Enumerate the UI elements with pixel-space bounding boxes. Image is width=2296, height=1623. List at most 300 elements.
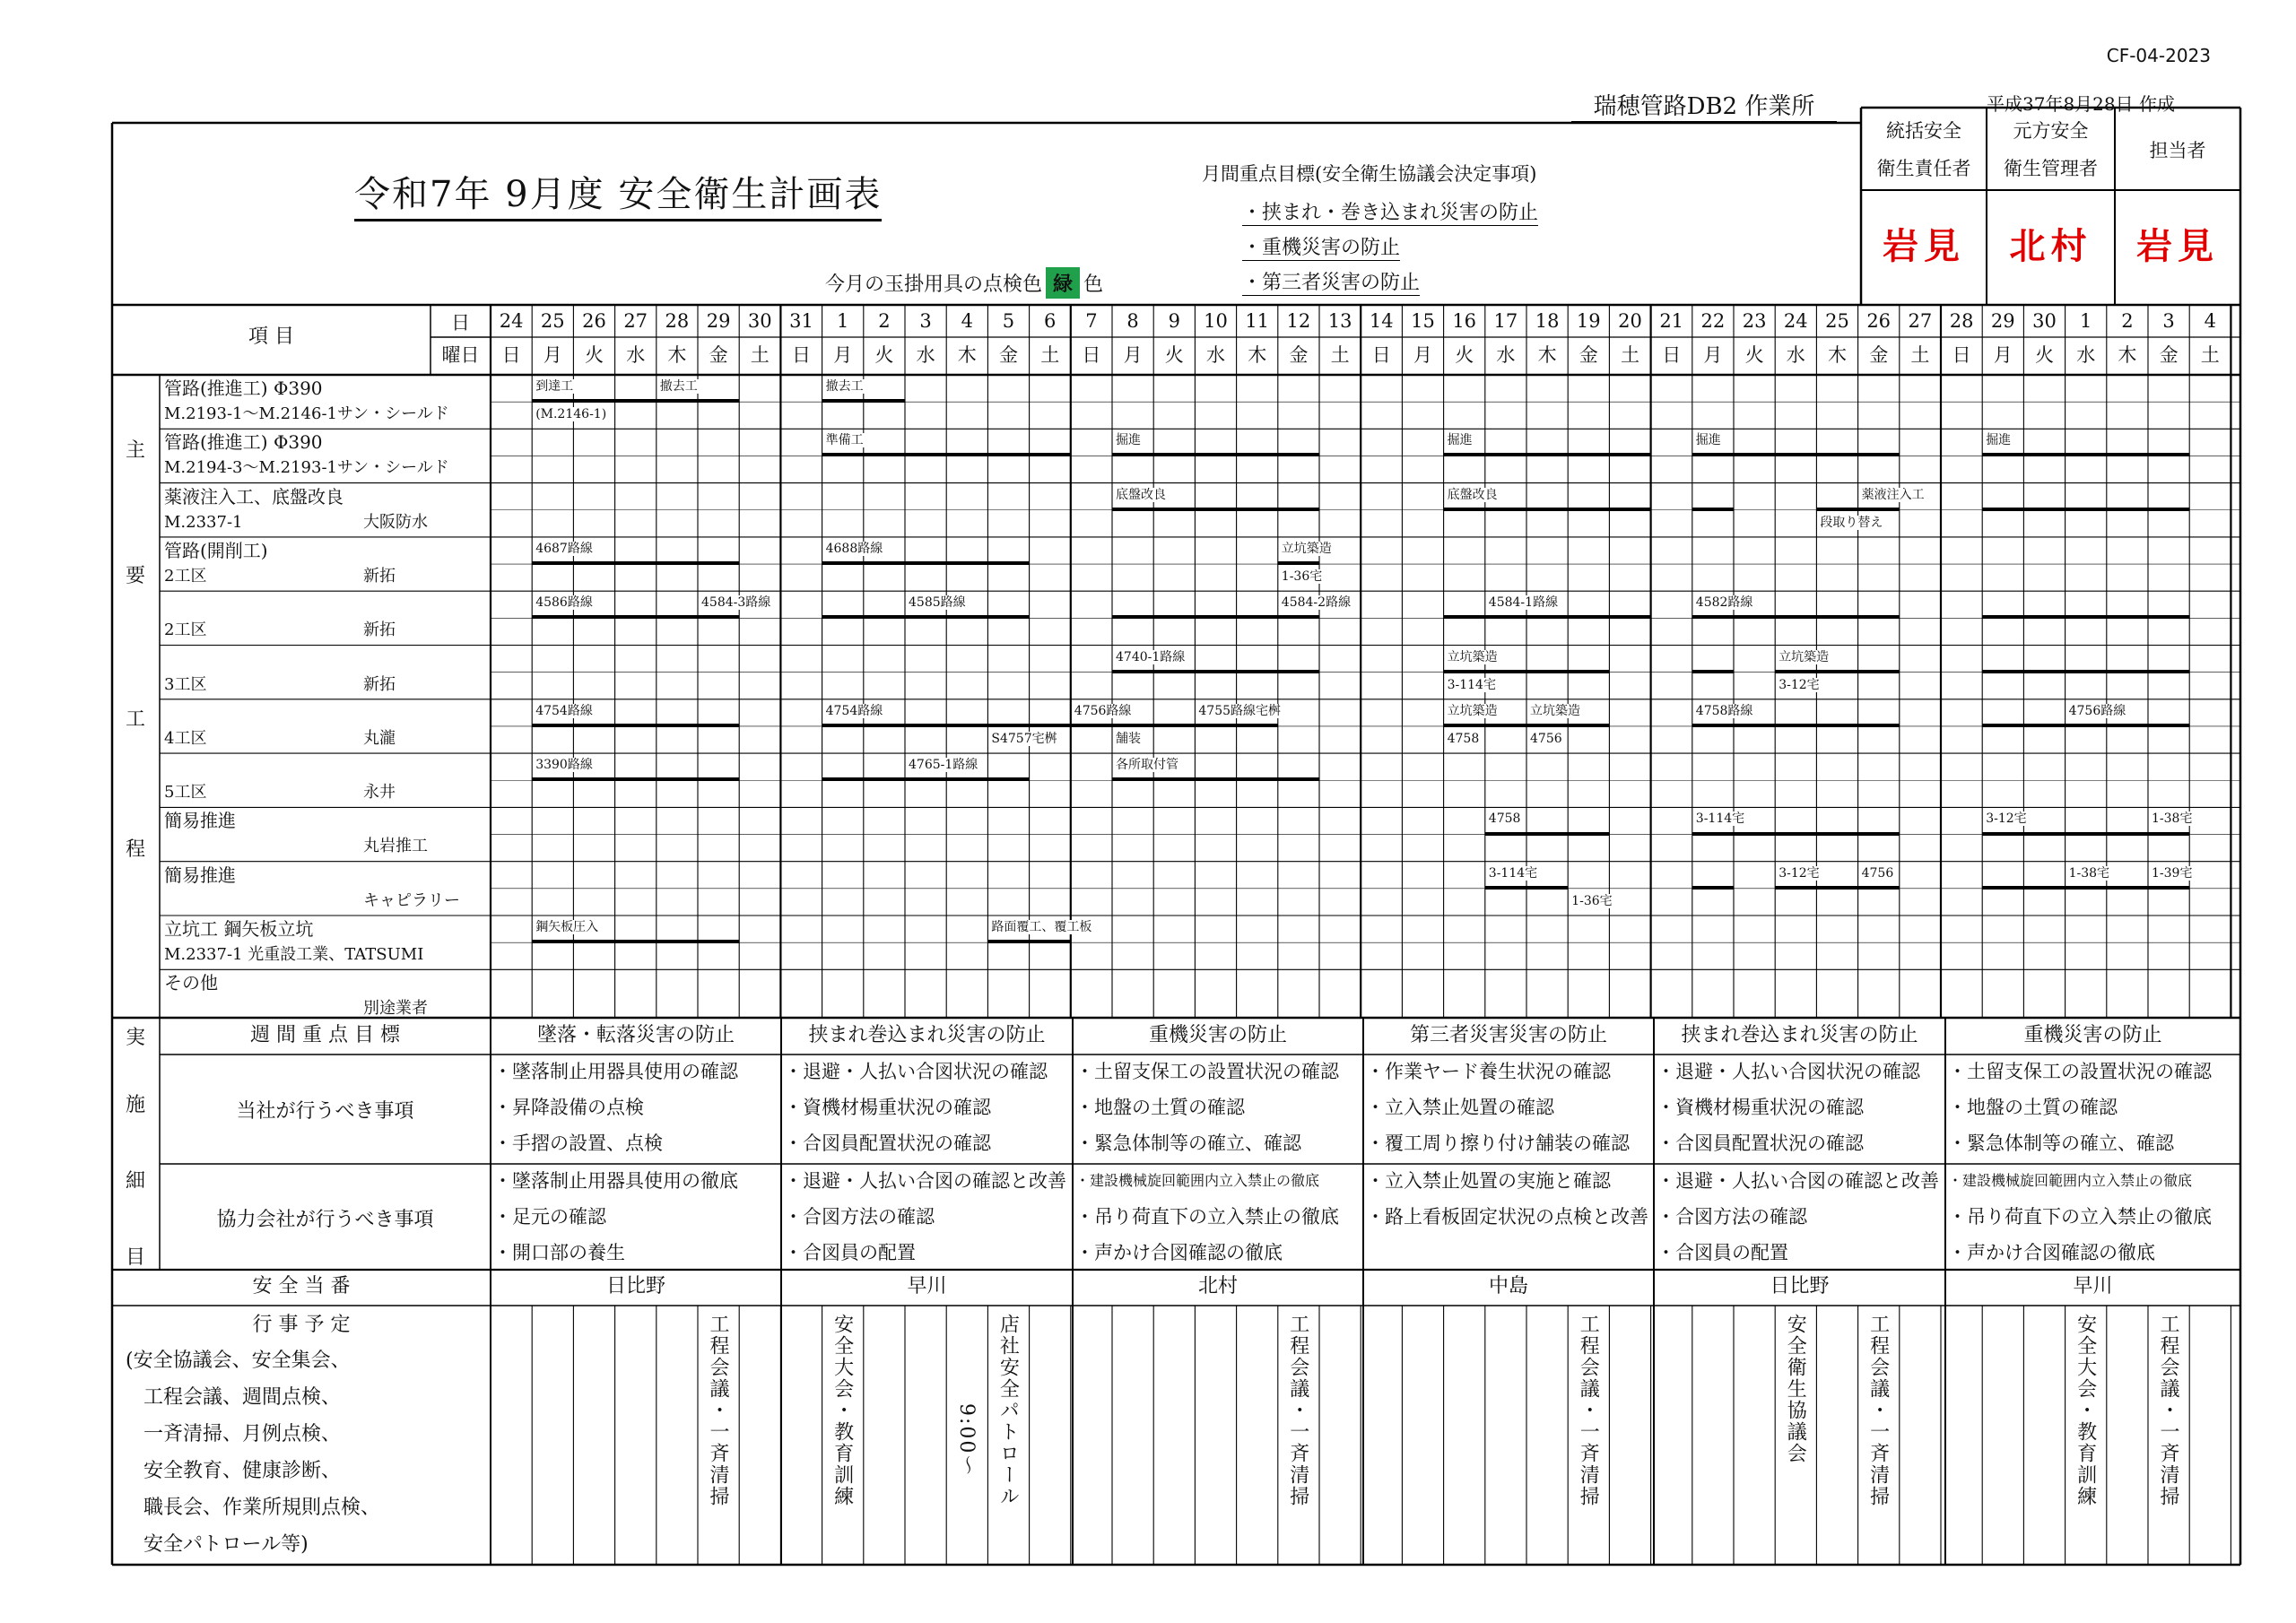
schedule-label: 4756 bbox=[1530, 731, 1562, 746]
schedule-bar bbox=[1982, 670, 2189, 673]
weekday-label: 曜日 bbox=[441, 344, 480, 366]
partner-task-item: ・合図員の配置 bbox=[784, 1242, 916, 1263]
task-name: その他 bbox=[164, 972, 218, 994]
schedule-label: 底盤改良 bbox=[1447, 487, 1498, 502]
day-number: 3 bbox=[919, 310, 932, 332]
page-title: 令和7年 9月度 安全衛生計画表 bbox=[354, 166, 882, 221]
schedule-label: 1-38宅 bbox=[2152, 812, 2193, 827]
events-legend-line: 一斉清掃、月例点検、 bbox=[144, 1423, 342, 1445]
day-number: 13 bbox=[1327, 310, 1352, 332]
events-legend-line: 安全教育、健康診断、 bbox=[144, 1460, 342, 1482]
schedule-bar bbox=[532, 777, 739, 781]
side-label-detail: 目 bbox=[126, 1246, 146, 1269]
schedule-label: 4755路線宅桝 bbox=[1198, 703, 1282, 718]
schedule-bar bbox=[822, 724, 1071, 727]
schedule-bar bbox=[532, 399, 657, 403]
weekday: 土 bbox=[750, 344, 770, 366]
task-name: 管路(推進工) Φ390 bbox=[164, 431, 323, 454]
schedule-label: 到達工 bbox=[535, 379, 574, 394]
day-number: 9 bbox=[1168, 310, 1180, 332]
task-contractor: 新拓 bbox=[363, 566, 396, 586]
week-goal: 挟まれ巻込まれ災害の防止 bbox=[808, 1024, 1046, 1046]
day-number: 2 bbox=[2121, 310, 2134, 332]
event-entry: 9:00〜 bbox=[955, 1403, 978, 1477]
weekday: 日 bbox=[1662, 344, 1682, 366]
day-number: 30 bbox=[747, 310, 772, 332]
day-number: 6 bbox=[1044, 310, 1057, 332]
schedule-label: 3-114宅 bbox=[1695, 812, 1745, 827]
weekday: 木 bbox=[1537, 344, 1557, 366]
day-number: 12 bbox=[1286, 310, 1311, 332]
weekday: 火 bbox=[874, 344, 894, 366]
event-entry: 店社安全パトロール bbox=[996, 1314, 1020, 1507]
side-label-detail: 実 bbox=[126, 1027, 146, 1049]
schedule-label: 4586路線 bbox=[535, 595, 593, 611]
week-goal-label: 週 間 重 点 目 標 bbox=[250, 1024, 400, 1046]
schedule-bar bbox=[532, 940, 739, 943]
day-number: 2 bbox=[878, 310, 891, 332]
side-label-main: 程 bbox=[126, 838, 146, 861]
self-task-item: ・合図員配置状況の確認 bbox=[1657, 1133, 1864, 1154]
schedule-label: 立坑築造 bbox=[1530, 703, 1580, 718]
approval-role-line1: 担当者 bbox=[2149, 140, 2206, 161]
schedule-bar bbox=[1692, 670, 1734, 673]
weekday: 土 bbox=[1620, 344, 1639, 366]
self-task-item: ・手摺の設置、点検 bbox=[493, 1133, 663, 1154]
partner-task-item: ・立入禁止処置の実施と確認 bbox=[1366, 1170, 1611, 1192]
weekday: 火 bbox=[1744, 344, 1764, 366]
schedule-bar bbox=[1444, 453, 1651, 456]
inspection-suffix: 色 bbox=[1083, 273, 1104, 296]
schedule-bar bbox=[657, 399, 739, 403]
schedule-label: 立坑築造 bbox=[1447, 649, 1498, 664]
site-name: 瑞穂管路DB2 作業所 bbox=[1571, 88, 1837, 123]
monthly-goal-heading: 月間重点目標(安全衛生協議会決定事項) bbox=[1202, 163, 1537, 185]
partner-task-item: ・合図員の配置 bbox=[1657, 1242, 1788, 1263]
schedule-bar bbox=[1692, 453, 1900, 456]
schedule-label: 4582路線 bbox=[1695, 595, 1753, 611]
day-number: 28 bbox=[665, 310, 690, 332]
schedule-label: S4757宅桝 bbox=[991, 731, 1057, 746]
self-task-item: ・緊急体制等の確立、確認 bbox=[1948, 1133, 2174, 1154]
week-goal: 重機災害の防止 bbox=[1148, 1024, 1287, 1046]
duty-person: 日比野 bbox=[605, 1275, 665, 1298]
side-label-detail: 細 bbox=[126, 1170, 146, 1193]
schedule-bar bbox=[1444, 670, 1610, 673]
day-number: 26 bbox=[1866, 310, 1892, 332]
schedule-label: 掘進 bbox=[1116, 433, 1141, 448]
weekday: 月 bbox=[833, 344, 853, 366]
events-label: 行 事 予 定 bbox=[252, 1314, 351, 1336]
event-entry: 工程会議・一斉清掃 bbox=[1286, 1314, 1309, 1507]
partner-task-item: ・墜落制止用器具使用の徹底 bbox=[493, 1170, 738, 1192]
schedule-label: 鋼矢板圧入 bbox=[535, 920, 599, 934]
partner-task-item: ・足元の確認 bbox=[493, 1206, 606, 1228]
weekday: 木 bbox=[957, 344, 977, 366]
schedule-label: 3-12宅 bbox=[1986, 812, 2027, 827]
schedule-label: 4740-1路線 bbox=[1116, 649, 1186, 664]
side-label-main: 要 bbox=[126, 565, 146, 587]
day-number: 1 bbox=[2080, 310, 2092, 332]
approval-signature: 岩見 bbox=[1883, 225, 1965, 267]
schedule-bar bbox=[822, 615, 1030, 619]
schedule-label: 立坑築造 bbox=[1779, 649, 1830, 664]
task-detail: 2工区 bbox=[164, 566, 207, 586]
self-task-item: ・立入禁止処置の確認 bbox=[1366, 1097, 1554, 1118]
weekday: 火 bbox=[2034, 344, 2054, 366]
day-number: 26 bbox=[582, 310, 606, 332]
schedule-label: 段取り替え bbox=[1820, 515, 1883, 530]
schedule-label: (M.2146-1) bbox=[535, 407, 607, 422]
schedule-label: 掘進 bbox=[1986, 433, 2012, 448]
approval-role-line1: 元方安全 bbox=[2013, 120, 2089, 142]
day-number: 16 bbox=[1452, 310, 1477, 332]
day-number: 3 bbox=[2162, 310, 2175, 332]
schedule-label: 準備工 bbox=[825, 433, 864, 448]
document-code: CF-04-2023 bbox=[2106, 45, 2211, 66]
schedule-bar bbox=[1692, 886, 1734, 890]
schedule-bar bbox=[1071, 724, 1278, 727]
self-task-item: ・退避・人払い合図状況の確認 bbox=[1657, 1061, 1920, 1082]
created-date: 平成37年8月28日 作成 bbox=[1987, 93, 2175, 115]
events-legend-line: 工程会議、週間点検、 bbox=[144, 1386, 342, 1409]
week-goal: 墜落・転落災害の防止 bbox=[536, 1024, 735, 1046]
self-task-item: ・緊急体制等の確立、確認 bbox=[1075, 1133, 1301, 1154]
weekday: 火 bbox=[1455, 344, 1474, 366]
weekday: 月 bbox=[1413, 344, 1432, 366]
schedule-bar bbox=[1816, 508, 1899, 511]
event-entry: 安全衛生協議会 bbox=[1784, 1314, 1807, 1464]
partner-task-item: ・声かけ合図確認の徹底 bbox=[1948, 1242, 2155, 1263]
task-contractor: 丸岩推工 bbox=[363, 837, 428, 856]
approval-role-line2: 衛生管理者 bbox=[2004, 158, 2098, 179]
schedule-bar bbox=[1982, 886, 2189, 890]
task-detail: M.2194-3～M.2193-1サン・シールド bbox=[164, 458, 449, 478]
day-number: 20 bbox=[1618, 310, 1642, 332]
day-number: 21 bbox=[1659, 310, 1684, 332]
task-detail: 2工区 bbox=[164, 621, 207, 640]
event-entry: 工程会議・一斉清掃 bbox=[707, 1314, 729, 1507]
self-label: 当社が行うべき事項 bbox=[236, 1100, 414, 1123]
schedule-bar bbox=[822, 453, 1071, 456]
weekday: 木 bbox=[1248, 344, 1267, 366]
schedule-label: 4584-2路線 bbox=[1281, 595, 1352, 611]
schedule-bar bbox=[1112, 777, 1319, 781]
task-detail: 4工区 bbox=[164, 728, 207, 748]
schedule-label: 4758 bbox=[1447, 731, 1480, 746]
weekday: 水 bbox=[2076, 344, 2096, 366]
day-number: 24 bbox=[1783, 310, 1808, 332]
event-entry: 工程会議・一斉清掃 bbox=[1577, 1314, 1600, 1507]
day-number: 1 bbox=[837, 310, 849, 332]
schedule-label: 4687路線 bbox=[535, 541, 593, 556]
day-number: 8 bbox=[1126, 310, 1139, 332]
partner-task-item: ・吊り荷直下の立入禁止の徹底 bbox=[1948, 1206, 2212, 1228]
schedule-label: 舗装 bbox=[1116, 731, 1141, 746]
weekday: 月 bbox=[1123, 344, 1143, 366]
partner-task-item: ・開口部の養生 bbox=[493, 1242, 625, 1263]
self-task-item: ・作業ヤード養生状況の確認 bbox=[1366, 1061, 1611, 1082]
schedule-label: 4756路線 bbox=[2068, 703, 2126, 718]
schedule-label: 3390路線 bbox=[535, 758, 593, 773]
schedule-label: 3-114宅 bbox=[1447, 677, 1496, 692]
weekday: 水 bbox=[1496, 344, 1516, 366]
schedule-bar bbox=[532, 615, 739, 619]
self-task-item: ・昇降設備の点検 bbox=[493, 1097, 644, 1118]
weekday: 土 bbox=[1330, 344, 1350, 366]
schedule-label: 3-114宅 bbox=[1488, 865, 1538, 881]
task-contractor: 新拓 bbox=[363, 674, 396, 694]
schedule-bar bbox=[532, 561, 739, 565]
schedule-label: 4765-1路線 bbox=[909, 758, 978, 773]
weekday: 火 bbox=[584, 344, 604, 366]
weekday: 月 bbox=[1993, 344, 2013, 366]
event-entry: 安全大会・教育訓練 bbox=[831, 1314, 854, 1507]
task-name: 立坑工 鋼矢板立坑 bbox=[164, 918, 314, 940]
day-number: 22 bbox=[1700, 310, 1726, 332]
schedule-label: 4756 bbox=[1861, 865, 1894, 881]
schedule-label: 各所取付管 bbox=[1116, 758, 1178, 773]
schedule-label: 4758 bbox=[1488, 812, 1521, 827]
events-legend-line: (安全協議会、安全集会、 bbox=[126, 1350, 351, 1372]
event-entry: 工程会議・一斉清掃 bbox=[2157, 1314, 2179, 1507]
schedule-label: 4688路線 bbox=[825, 541, 883, 556]
schedule-bar bbox=[1485, 832, 1610, 836]
schedule-label: 3-12宅 bbox=[1779, 677, 1820, 692]
schedule-label: 底盤改良 bbox=[1116, 487, 1166, 502]
weekday: 日 bbox=[1371, 344, 1391, 366]
approval-signature: 岩見 bbox=[2136, 225, 2219, 267]
schedule-bar bbox=[1692, 724, 1900, 727]
approval-role-line1: 統括安全 bbox=[1886, 120, 1961, 142]
weekday: 金 bbox=[1289, 344, 1309, 366]
event-entry: 安全大会・教育訓練 bbox=[2074, 1314, 2097, 1507]
schedule-label: 4584-3路線 bbox=[701, 595, 771, 611]
week-goal: 第三者災害災害の防止 bbox=[1409, 1024, 1607, 1046]
day-label: 日 bbox=[451, 312, 470, 334]
day-number: 30 bbox=[2032, 310, 2057, 332]
day-number: 5 bbox=[1002, 310, 1015, 332]
self-task-item: ・地盤の土質の確認 bbox=[1948, 1097, 2118, 1118]
schedule-bar bbox=[1112, 615, 1319, 619]
weekday: 木 bbox=[1827, 344, 1847, 366]
schedule-label: 4584-1路線 bbox=[1488, 595, 1559, 611]
schedule-bar bbox=[1982, 832, 2189, 836]
partner-task-item: ・合図方法の確認 bbox=[1657, 1206, 1807, 1228]
partner-task-item: ・建設機械旋回範囲内立入禁止の徹底 bbox=[1075, 1172, 1320, 1189]
weekday: 木 bbox=[2118, 344, 2137, 366]
schedule-bar bbox=[532, 724, 739, 727]
day-number: 4 bbox=[961, 310, 973, 332]
self-task-item: ・土留支保工の設置状況の確認 bbox=[1948, 1061, 2212, 1082]
task-contractor: キャピラリー bbox=[363, 890, 460, 910]
day-number: 29 bbox=[1990, 310, 2015, 332]
day-number: 29 bbox=[706, 310, 731, 332]
schedule-bar bbox=[1982, 508, 2189, 511]
weekday: 日 bbox=[791, 344, 811, 366]
day-number: 31 bbox=[789, 310, 813, 332]
schedule-label: 1-36宅 bbox=[1571, 893, 1613, 908]
task-detail: 5工区 bbox=[164, 783, 207, 803]
approval-role-line2: 衛生責任者 bbox=[1876, 158, 1971, 179]
inspection-color-line bbox=[825, 267, 1103, 299]
schedule-label: 撤去工 bbox=[825, 379, 864, 394]
task-contractor: 大阪防水 bbox=[363, 512, 428, 532]
task-contractor: 新拓 bbox=[363, 621, 396, 640]
day-number: 24 bbox=[499, 310, 524, 332]
schedule-bar bbox=[1112, 508, 1319, 511]
weekday: 日 bbox=[1952, 344, 1971, 366]
day-number: 23 bbox=[1742, 310, 1767, 332]
schedule-label: 薬液注入工 bbox=[1861, 487, 1925, 502]
schedule-bar bbox=[1775, 886, 1900, 890]
schedule-bar bbox=[1692, 508, 1734, 511]
weekday: 金 bbox=[1578, 344, 1598, 366]
schedule-label: 路面覆工、覆工板 bbox=[991, 920, 1092, 934]
task-name: 管路(推進工) Φ390 bbox=[164, 378, 323, 399]
weekday: 土 bbox=[2200, 344, 2220, 366]
schedule-bar bbox=[1982, 615, 2189, 619]
schedule-label: 4754路線 bbox=[535, 703, 593, 718]
partner-task-item: ・合図方法の確認 bbox=[784, 1206, 935, 1228]
task-name: 薬液注入工、底盤改良 bbox=[164, 485, 344, 508]
day-number: 25 bbox=[540, 310, 565, 332]
duty-person: 中島 bbox=[1488, 1275, 1528, 1298]
task-name: 簡易推進 bbox=[164, 810, 236, 832]
weekday: 日 bbox=[501, 344, 521, 366]
side-label-main: 工 bbox=[126, 708, 146, 731]
monthly-goal-2: ・重機災害の防止 bbox=[1242, 232, 1400, 261]
self-task-item: ・墜落制止用器具使用の確認 bbox=[493, 1061, 738, 1082]
schedule-bar bbox=[1692, 832, 1900, 836]
weekday: 日 bbox=[1082, 344, 1101, 366]
schedule-label: 4756路線 bbox=[1074, 703, 1132, 718]
schedule-label: 4758路線 bbox=[1695, 703, 1753, 718]
weekday: 金 bbox=[998, 344, 1018, 366]
day-number: 27 bbox=[1908, 310, 1933, 332]
inspection-color-chip: 緑 bbox=[1046, 267, 1080, 299]
partner-task-item: ・退避・人払い合図の確認と改善 bbox=[784, 1170, 1066, 1192]
partner-label: 協力会社が行うべき事項 bbox=[216, 1209, 434, 1231]
inspection-prefix: 今月の玉掛用具の点検色 bbox=[825, 273, 1043, 296]
duty-person: 日比野 bbox=[1770, 1275, 1830, 1298]
partner-task-item: ・吊り荷直下の立入禁止の徹底 bbox=[1075, 1206, 1339, 1228]
self-task-item: ・合図員配置状況の確認 bbox=[784, 1133, 991, 1154]
events-legend-line: 職長会、作業所規則点検、 bbox=[144, 1497, 381, 1519]
day-number: 19 bbox=[1576, 310, 1601, 332]
weekday: 月 bbox=[1703, 344, 1723, 366]
item-header: 項 目 bbox=[248, 325, 294, 348]
task-name: 管路(開削工) bbox=[164, 539, 268, 561]
week-goal: 挟まれ巻込まれ災害の防止 bbox=[1681, 1024, 1918, 1046]
partner-task-item: ・建設機械旋回範囲内立入禁止の徹底 bbox=[1948, 1172, 2193, 1189]
schedule-label: 4585路線 bbox=[909, 595, 966, 611]
task-name: 簡易推進 bbox=[164, 864, 236, 886]
self-task-item: ・資機材楊重状況の確認 bbox=[1657, 1097, 1864, 1118]
schedule-label: 1-39宅 bbox=[2152, 865, 2193, 881]
weekday: 月 bbox=[543, 344, 562, 366]
schedule-bar bbox=[822, 561, 1030, 565]
schedule-bar bbox=[1775, 670, 1900, 673]
self-task-item: ・地盤の土質の確認 bbox=[1075, 1097, 1245, 1118]
task-contractor: 丸瀧 bbox=[363, 728, 396, 748]
event-entry: 工程会議・一斉清掃 bbox=[1866, 1314, 1890, 1507]
schedule-label: 3-12宅 bbox=[1779, 865, 1820, 881]
weekday: 金 bbox=[709, 344, 728, 366]
schedule-bar bbox=[1112, 453, 1319, 456]
weekday: 土 bbox=[1910, 344, 1930, 366]
duty-person: 北村 bbox=[1197, 1275, 1238, 1298]
schedule-bar bbox=[822, 777, 1030, 781]
day-number: 11 bbox=[1245, 310, 1270, 332]
schedule-label: 撤去工 bbox=[659, 379, 698, 394]
monthly-goal-3: ・第三者災害の防止 bbox=[1242, 267, 1420, 296]
partner-task-item: ・退避・人払い合図の確認と改善 bbox=[1657, 1170, 1939, 1192]
duty-label: 安 全 当 番 bbox=[252, 1275, 351, 1298]
self-task-item: ・資機材楊重状況の確認 bbox=[784, 1097, 991, 1118]
schedule-label: 掘進 bbox=[1695, 433, 1721, 448]
day-number: 4 bbox=[2204, 310, 2216, 332]
approval-signature: 北村 bbox=[2009, 225, 2092, 267]
partner-task-item: ・路上看板固定状況の点検と改善 bbox=[1366, 1206, 1648, 1228]
schedule-bar bbox=[1692, 615, 1900, 619]
schedule-label: 掘進 bbox=[1447, 433, 1473, 448]
self-task-item: ・土留支保工の設置状況の確認 bbox=[1075, 1061, 1339, 1082]
weekday: 木 bbox=[667, 344, 687, 366]
day-number: 10 bbox=[1204, 310, 1228, 332]
task-detail: M.2337-1 bbox=[164, 512, 243, 532]
day-number: 28 bbox=[1949, 310, 1974, 332]
schedule-bar bbox=[1112, 670, 1319, 673]
day-number: 27 bbox=[623, 310, 648, 332]
weekday: 水 bbox=[916, 344, 935, 366]
schedule-bar bbox=[1444, 508, 1651, 511]
duty-person: 早川 bbox=[907, 1275, 947, 1298]
schedule-label: 立坑築造 bbox=[1281, 541, 1332, 556]
self-task-item: ・覆工周り擦り付け舗装の確認 bbox=[1366, 1133, 1630, 1154]
events-legend-line: 安全パトロール等) bbox=[144, 1533, 309, 1556]
side-label-main: 主 bbox=[126, 439, 146, 462]
schedule-label: 4754路線 bbox=[825, 703, 883, 718]
week-goal: 重機災害の防止 bbox=[2023, 1024, 2162, 1046]
day-number: 18 bbox=[1535, 310, 1560, 332]
schedule-bar bbox=[1485, 886, 1568, 890]
schedule-bar bbox=[987, 940, 1070, 943]
day-number: 17 bbox=[1493, 310, 1518, 332]
task-detail: M.2193-1～M.2146-1サン・シールド bbox=[164, 404, 449, 423]
partner-task-item: ・声かけ合図確認の徹底 bbox=[1075, 1242, 1283, 1263]
day-number: 7 bbox=[1085, 310, 1098, 332]
schedule-label: 1-36宅 bbox=[1281, 569, 1323, 585]
schedule-bar bbox=[1444, 724, 1610, 727]
schedule-bar bbox=[1982, 453, 2189, 456]
weekday: 水 bbox=[1786, 344, 1805, 366]
self-task-item: ・退避・人払い合図状況の確認 bbox=[784, 1061, 1048, 1082]
day-number: 25 bbox=[1825, 310, 1849, 332]
weekday: 土 bbox=[1040, 344, 1060, 366]
weekday: 火 bbox=[1164, 344, 1184, 366]
task-contractor: 別途業者 bbox=[363, 999, 428, 1019]
weekday: 金 bbox=[2159, 344, 2179, 366]
monthly-goal-1: ・挟まれ・巻き込まれ災害の防止 bbox=[1242, 197, 1538, 226]
schedule-label: 立坑築造 bbox=[1447, 703, 1498, 718]
schedule-bar bbox=[1444, 615, 1651, 619]
schedule-bar bbox=[1982, 724, 2189, 727]
duty-person: 早川 bbox=[2073, 1275, 2113, 1298]
side-label-detail: 施 bbox=[126, 1094, 146, 1116]
schedule-bar bbox=[1278, 561, 1319, 565]
day-number: 14 bbox=[1369, 310, 1394, 332]
